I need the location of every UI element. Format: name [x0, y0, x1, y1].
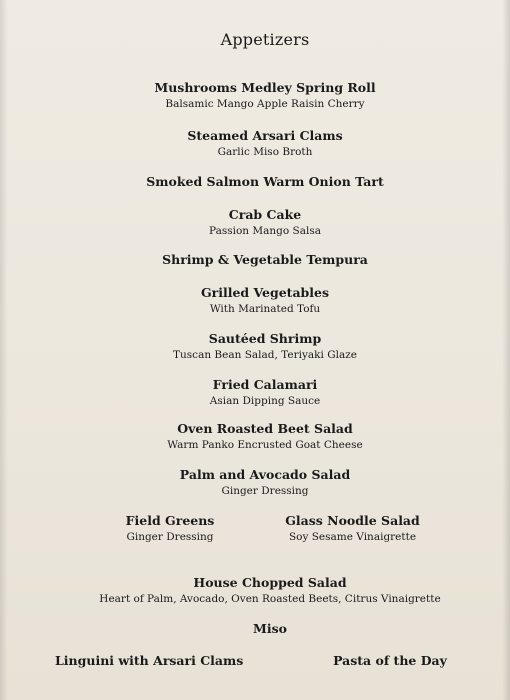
- dish-description: Heart of Palm, Avocado, Oven Roasted Beets, Citrus Vinaigrette: [99, 593, 441, 605]
- dish-name: Shrimp & Vegetable Tempura: [162, 252, 368, 267]
- menu-item: [20, 207, 510, 238]
- dish-description: Ginger Dressing: [126, 531, 214, 543]
- dish-description: Ginger Dressing: [221, 485, 309, 497]
- dish-name: Field Greens: [125, 513, 215, 528]
- dish-description: Tuscan Bean Salad, Teriyaki Glaze: [173, 349, 357, 361]
- dish-description: Soy Sesame Vinaigrette: [288, 531, 417, 543]
- dish-description: Warm Panko Encrusted Goat Cheese: [167, 439, 363, 451]
- menu-item: [30, 575, 510, 606]
- dish-name: Linguini with Arsari Clams: [55, 653, 244, 668]
- menu-item: [20, 331, 510, 362]
- menu-item: [20, 377, 510, 408]
- dish-description: Asian Dipping Sauce: [209, 395, 321, 407]
- page-left-shadow: [0, 0, 8, 700]
- menu-item: [20, 252, 510, 268]
- menu-item: [30, 621, 510, 637]
- dish-name: Crab Cake: [228, 207, 302, 222]
- menu-item-right: [265, 513, 440, 544]
- dish-name: Palm and Avocado Salad: [179, 467, 351, 482]
- dish-name: Smoked Salmon Warm Onion Tart: [146, 174, 384, 189]
- dish-description: Garlic Miso Broth: [217, 146, 313, 158]
- menu-item-left: [55, 653, 244, 669]
- dish-description: With Marinated Tofu: [209, 303, 321, 315]
- dish-name: House Chopped Salad: [193, 575, 347, 590]
- dish-name: Steamed Arsari Clams: [187, 128, 343, 143]
- dish-name: Miso: [253, 621, 287, 636]
- dish-name: Glass Noodle Salad: [285, 513, 420, 528]
- dish-description: Passion Mango Salsa: [208, 225, 322, 237]
- dish-name: Pasta of the Day: [333, 653, 447, 668]
- menu-item: [20, 421, 510, 452]
- menu-item: [20, 467, 510, 498]
- menu-item-right: [325, 653, 455, 669]
- dish-name: Oven Roasted Beet Salad: [177, 421, 353, 436]
- menu-item: [20, 128, 510, 159]
- menu-title: Appetizers: [220, 30, 310, 49]
- dish-name: Fried Calamari: [212, 377, 318, 392]
- menu-title-block: [20, 30, 510, 49]
- menu-item: [20, 80, 510, 111]
- dish-name: Sautéed Shrimp: [208, 331, 322, 346]
- menu-item: [20, 174, 510, 190]
- menu-item: [20, 285, 510, 316]
- dish-description: Balsamic Mango Apple Raisin Cherry: [165, 98, 365, 110]
- menu-item-left: [95, 513, 245, 544]
- dish-name: Mushrooms Medley Spring Roll: [154, 80, 376, 95]
- dish-name: Grilled Vegetables: [200, 285, 330, 300]
